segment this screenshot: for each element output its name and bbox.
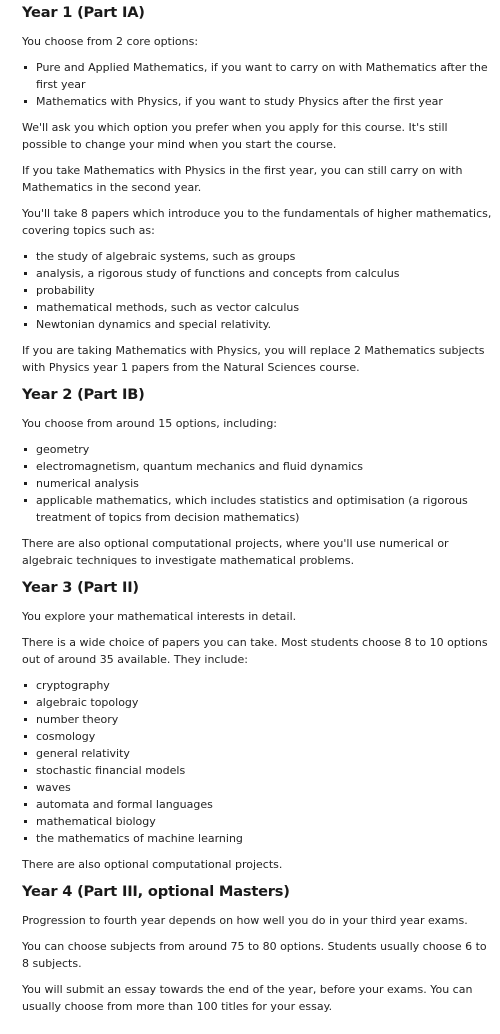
list-item: cryptography: [22, 677, 500, 694]
list-item: waves: [22, 779, 500, 796]
list-item: algebraic topology: [22, 694, 500, 711]
year3-intro: You explore your mathematical interests in detail.: [22, 610, 297, 623]
list-item: probability: [22, 282, 500, 299]
list-item: geometry: [22, 441, 500, 458]
list-item: stochastic financial models: [22, 762, 500, 779]
year2-section: [22, 385, 500, 569]
list-item: numerical analysis: [22, 475, 500, 492]
list-item: applicable mathematics, which includes statistics and optimisation (a rigorous treatment of topics from decision mathematics): [22, 492, 500, 526]
year2-heading: Year 2 (Part IB): [22, 386, 145, 403]
year3-para1: There is a wide choice of papers you can take. Most students choose 8 to 10 options out of around 35 available. They include:: [22, 636, 488, 666]
year1-options-list: [22, 59, 500, 110]
list-item: the mathematics of machine learning: [22, 830, 500, 847]
year1-intro: You choose from 2 core options:: [22, 35, 199, 48]
list-item: mathematical biology: [22, 813, 500, 830]
year1-section: [22, 3, 500, 376]
year2-intro: You choose from around 15 options, including:: [22, 417, 278, 430]
list-item: the study of algebraic systems, such as groups: [22, 248, 500, 265]
list-item: automata and formal languages: [22, 796, 500, 813]
year3-section: [22, 578, 500, 873]
year4-heading: Year 4 (Part III, optional Masters): [22, 883, 290, 900]
year3-options-list: [22, 677, 500, 847]
list-item: Newtonian dynamics and special relativity.: [22, 316, 500, 333]
list-item: Mathematics with Physics, if you want to study Physics after the first year: [22, 93, 500, 110]
list-item: Pure and Applied Mathematics, if you want to carry on with Mathematics after the first year: [22, 59, 500, 93]
year1-heading: Year 1 (Part IA): [22, 4, 145, 21]
year1-para4: If you are taking Mathematics with Physics, you will replace 2 Mathematics subjects with Physics year 1 papers from the Natural Sciences course.: [22, 344, 485, 374]
year3-heading: Year 3 (Part II): [22, 579, 139, 596]
year1-topics-list: [22, 248, 500, 333]
year2-options-list: [22, 441, 500, 526]
list-item: mathematical methods, such as vector calculus: [22, 299, 500, 316]
year1-para2: If you take Mathematics with Physics in the first year, you can still carry on with Mathematics in the second year.: [22, 164, 463, 194]
list-item: cosmology: [22, 728, 500, 745]
year2-para1: There are also optional computational projects, where you'll use numerical or algebraic techniques to investigate mathematical problems.: [22, 537, 449, 567]
year1-para1: We'll ask you which option you prefer when you apply for this course. It's still possible to change your mind when you start the course.: [22, 121, 448, 151]
year1-para3: You'll take 8 papers which introduce you to the fundamentals of higher mathematics, covering topics such as:: [22, 207, 492, 237]
list-item: general relativity: [22, 745, 500, 762]
year4-para1: Progression to fourth year depends on how well you do in your third year exams.: [22, 914, 468, 927]
list-item: analysis, a rigorous study of functions and concepts from calculus: [22, 265, 500, 282]
list-item: electromagnetism, quantum mechanics and fluid dynamics: [22, 458, 500, 475]
list-item: number theory: [22, 711, 500, 728]
year4-section: [22, 882, 500, 1015]
year4-para3: You will submit an essay towards the end of the year, before your exams. You can usually choose from more than 100 titles for your essay.: [22, 983, 473, 1013]
year3-para2: There are also optional computational projects.: [22, 858, 283, 871]
year4-para2: You can choose subjects from around 75 to 80 options. Students usually choose 6 to 8 subjects.: [22, 940, 487, 970]
